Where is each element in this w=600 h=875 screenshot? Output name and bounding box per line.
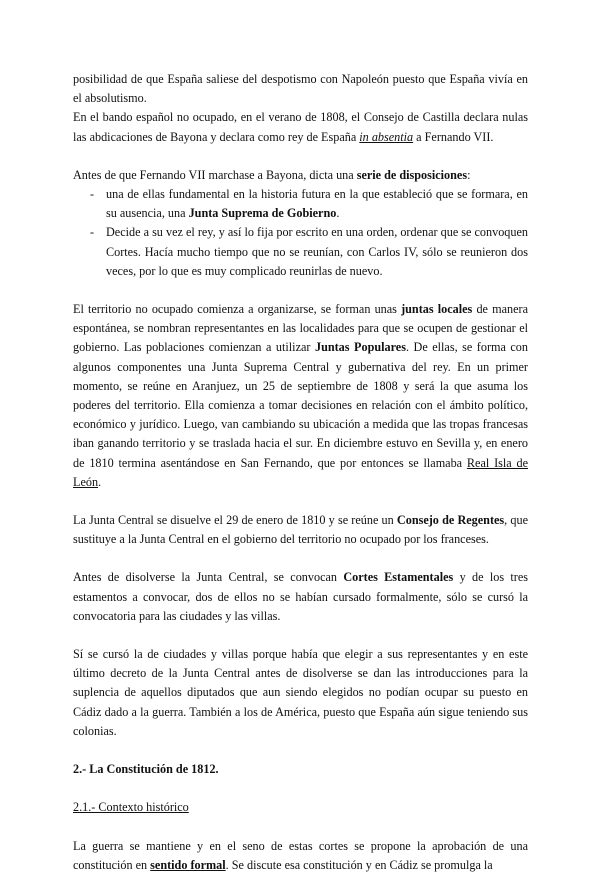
section-heading: 2.- La Constitución de 1812. [73,762,219,777]
paragraph-absolutismo: posibilidad de que España saliese del despotismo con Napoleón puesto que España vivía en el absolutismo. [73,72,528,106]
list-item: - una de ellas fundamental en la historia futura en la que estableció que se formara, en su ausencia, una Junta Suprema de Gobierno. [73,185,528,223]
bold-juntas-populares: Juntas Populares [314,340,406,355]
paragraph-consejo-castilla: En el bando español no ocupado, en el verano de 1808, el Consejo de Castilla declara nulas las abdicaciones de Bayona y declara como rey de España in absentia a Fernando VII. [73,110,528,144]
disposiciones-list [73,185,528,281]
paragraph-territorio: El territorio no ocupado comienza a organizarse, se forman unas juntas locales de manera espontánea, se nombran representantes en las localidades para que se ocupen de gestionar el gobierno. Las poblaciones comienzan a utilizar Juntas Populares. De ellas, se forma con algunos componentes una Junta Suprema Central y gubernativa del rey. En un primer momento, se reúne en Aranjuez, un 25 de septiembre de 1808 y será la que asuma los poderes del territorio. Ella comienza a tomar decisiones en relación con el ámbito político, económico y jurídico. Luego, van cambiando su ubicación a medida que las tropas francesas iban ganando territorio y se traslada hacia el sur. En diciembre estuvo en Sevilla y, en enero de 1810 termina asentándose en San Fernando, que por entonces se llamaba Real Isla de León. [73,302,528,489]
paragraph-constitucion: La guerra se mantiene y en el seno de estas cortes se propone la aprobación de una constitución en sentido formal. Se discute esa constitución y en Cádiz se promulga la [73,838,528,872]
bold-sentido-formal: sentido formal [150,857,226,872]
paragraph-ciudades-villas: Sí se cursó la de ciudades y villas porque había que elegir a sus representantes y en este último decreto de la Junta Central antes de disolverse se dan las introducciones para la suplencia de aquellos diputados que aun siendo elegidos no podían ocupar su puesto en Cádiz dado a la guerra. También a los de América, puesto que España aún sigue teniendo sus colonias. [73,647,528,738]
paragraph-disposiciones: Antes de que Fernando VII marchase a Bayona, dicta una serie de disposiciones: [73,167,471,182]
paragraph-cortes-estamentales: Antes de disolverse la Junta Central, se convocan Cortes Estamentales y de los tres estamentos a convocar, dos de ellos no se habían cursado formalmente, sólo se cursó la convocatoria para las ciudades y las villas. [73,570,528,623]
bold-serie-disposiciones: serie de disposiciones [356,167,468,182]
bold-junta-suprema: Junta Suprema de Gobierno [188,206,337,221]
bold-consejo-regentes: Consejo de Regentes [396,513,505,528]
paragraph-junta-central: La Junta Central se disuelve el 29 de enero de 1810 y se reúne un Consejo de Regentes, que sustituye a la Junta Central en el gobierno del territorio no ocupado por los franceses. [73,513,528,547]
document-body [73,70,528,875]
bold-cortes-estamentales: Cortes Estamentales [343,570,454,585]
list-item: - Decide a su vez el rey, y así lo fija por escrito en una orden, ordenar que se convoquen Cortes. Hacía mucho tiempo que no se reunían, con Carlos IV, sólo se reunieron dos veces, por lo que es muy complicado reunirlas de nuevo. [73,223,528,281]
in-absentia-term: in absentia [359,129,414,144]
bold-juntas-locales: juntas locales [401,302,473,317]
subsection-heading: 2.1.- Contexto histórico [73,800,189,815]
underlined-real-isla-de-leon: Real Isla de León [73,455,528,489]
